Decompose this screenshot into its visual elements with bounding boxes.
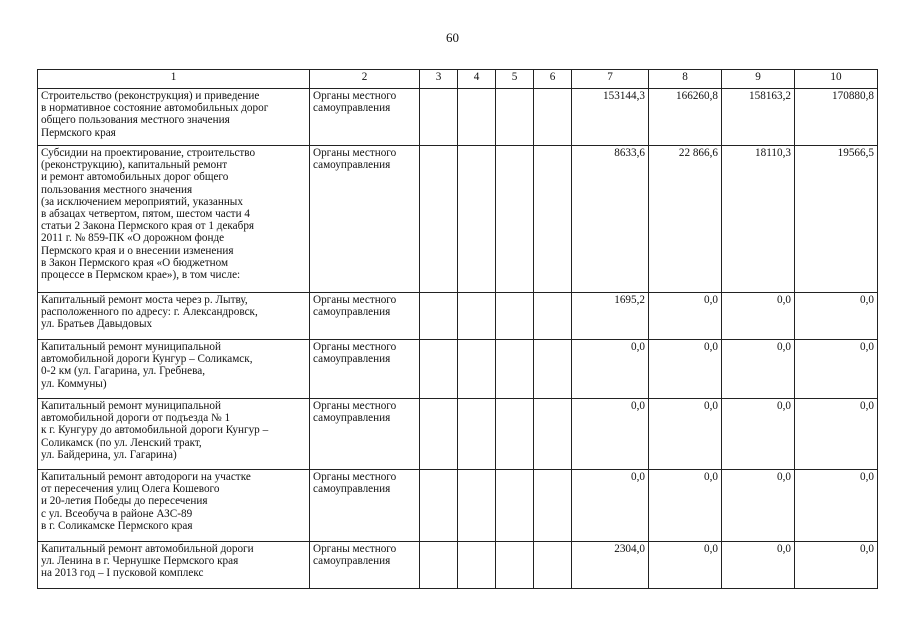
value-cell: 0,0 xyxy=(722,470,795,542)
column-header: 3 xyxy=(420,70,458,89)
value-cell: 0,0 xyxy=(722,542,795,589)
value-cell: 0,0 xyxy=(572,399,649,470)
table-row xyxy=(38,399,878,470)
empty-cell xyxy=(458,340,496,399)
empty-cell xyxy=(534,146,572,293)
value-cell: 158163,2 xyxy=(722,89,795,146)
item-name: Капитальный ремонт муниципальной автомобильной дороги от подъезда № 1 к г. Кунгуру до автомобильной дороги Кунгур – Соликамск (по ул. Ленский тракт, ул. Байдерина, ул. Гагарина) xyxy=(38,399,310,470)
column-header: 5 xyxy=(496,70,534,89)
executor-cell: Органы местного самоуправления xyxy=(310,542,420,589)
value-cell: 0,0 xyxy=(795,470,878,542)
empty-cell xyxy=(534,340,572,399)
empty-cell xyxy=(496,293,534,340)
empty-cell xyxy=(458,542,496,589)
empty-cell xyxy=(496,146,534,293)
empty-cell xyxy=(496,89,534,146)
value-cell: 0,0 xyxy=(795,293,878,340)
table-row xyxy=(38,470,878,542)
budget-table xyxy=(37,69,878,589)
empty-cell xyxy=(420,89,458,146)
executor-cell: Органы местного самоуправления xyxy=(310,470,420,542)
empty-cell xyxy=(420,146,458,293)
empty-cell xyxy=(458,146,496,293)
table-row xyxy=(38,340,878,399)
value-cell: 0,0 xyxy=(649,470,722,542)
column-header: 2 xyxy=(310,70,420,89)
column-header: 9 xyxy=(722,70,795,89)
empty-cell xyxy=(420,470,458,542)
value-cell: 0,0 xyxy=(795,542,878,589)
column-header: 1 xyxy=(38,70,310,89)
empty-cell xyxy=(458,470,496,542)
empty-cell xyxy=(458,399,496,470)
empty-cell xyxy=(534,470,572,542)
value-cell: 8633,6 xyxy=(572,146,649,293)
value-cell: 19566,5 xyxy=(795,146,878,293)
item-name: Строительство (реконструкция) и приведение в нормативное состояние автомобильных дорог общего пользования местного значения Пермского края xyxy=(38,89,310,146)
item-name: Капитальный ремонт автомобильной дороги ул. Ленина в г. Чернушке Пермского края на 2013 год – I пусковой комплекс xyxy=(38,542,310,589)
executor-cell: Органы местного самоуправления xyxy=(310,399,420,470)
value-cell: 170880,8 xyxy=(795,89,878,146)
empty-cell xyxy=(496,340,534,399)
empty-cell xyxy=(420,293,458,340)
column-header: 10 xyxy=(795,70,878,89)
column-header: 8 xyxy=(649,70,722,89)
empty-cell xyxy=(534,293,572,340)
value-cell: 2304,0 xyxy=(572,542,649,589)
empty-cell xyxy=(420,340,458,399)
empty-cell xyxy=(534,89,572,146)
value-cell: 18110,3 xyxy=(722,146,795,293)
table-row xyxy=(38,542,878,589)
value-cell: 0,0 xyxy=(649,340,722,399)
empty-cell xyxy=(496,470,534,542)
value-cell: 166260,8 xyxy=(649,89,722,146)
value-cell: 153144,3 xyxy=(572,89,649,146)
value-cell: 0,0 xyxy=(722,399,795,470)
empty-cell xyxy=(420,542,458,589)
value-cell: 0,0 xyxy=(795,340,878,399)
empty-cell xyxy=(534,399,572,470)
value-cell: 0,0 xyxy=(795,399,878,470)
empty-cell xyxy=(458,89,496,146)
item-name: Капитальный ремонт автодороги на участке от пересечения улиц Олега Кошевого и 20-летия Победы до пересечения с ул. Всеобуча в районе АЗС-89 в г. Соликамске Пермского края xyxy=(38,470,310,542)
column-header: 7 xyxy=(572,70,649,89)
executor-cell: Органы местного самоуправления xyxy=(310,293,420,340)
item-name: Капитальный ремонт моста через р. Лытву, расположенного по адресу: г. Александровск, ул. Братьев Давыдовых xyxy=(38,293,310,340)
empty-cell xyxy=(496,399,534,470)
value-cell: 22 866,6 xyxy=(649,146,722,293)
empty-cell xyxy=(420,399,458,470)
table-row xyxy=(38,89,878,146)
column-header: 6 xyxy=(534,70,572,89)
item-name: Субсидии на проектирование, строительство (реконструкцию), капитальный ремонт и ремонт автомобильных дорог общего пользования местного значения (за исключением мероприятий, указанных в абзацах четвертом, пятом, шестом части 4 статьи 2 Закона Пермского края от 1 декабря 2011 г. № 859-ПК «О дорожном фонде Пермского края и о внесении изменения в Закон Пермского края «О бюджетном процессе в Пермском крае»), в том числе: xyxy=(38,146,310,293)
empty-cell xyxy=(534,542,572,589)
table-row xyxy=(38,293,878,340)
column-header: 4 xyxy=(458,70,496,89)
header-row xyxy=(38,70,878,89)
value-cell: 1695,2 xyxy=(572,293,649,340)
empty-cell xyxy=(458,293,496,340)
value-cell: 0,0 xyxy=(722,340,795,399)
item-name: Капитальный ремонт муниципальной автомобильной дороги Кунгур – Соликамск, 0-2 км (ул. Гагарина, ул. Гребнева, ул. Коммуны) xyxy=(38,340,310,399)
executor-cell: Органы местного самоуправления xyxy=(310,146,420,293)
value-cell: 0,0 xyxy=(649,542,722,589)
value-cell: 0,0 xyxy=(572,470,649,542)
value-cell: 0,0 xyxy=(649,399,722,470)
executor-cell: Органы местного самоуправления xyxy=(310,340,420,399)
page-number: 60 xyxy=(446,30,459,45)
value-cell: 0,0 xyxy=(572,340,649,399)
empty-cell xyxy=(496,542,534,589)
executor-cell: Органы местного самоуправления xyxy=(310,89,420,146)
value-cell: 0,0 xyxy=(722,293,795,340)
table-row xyxy=(38,146,878,293)
value-cell: 0,0 xyxy=(649,293,722,340)
